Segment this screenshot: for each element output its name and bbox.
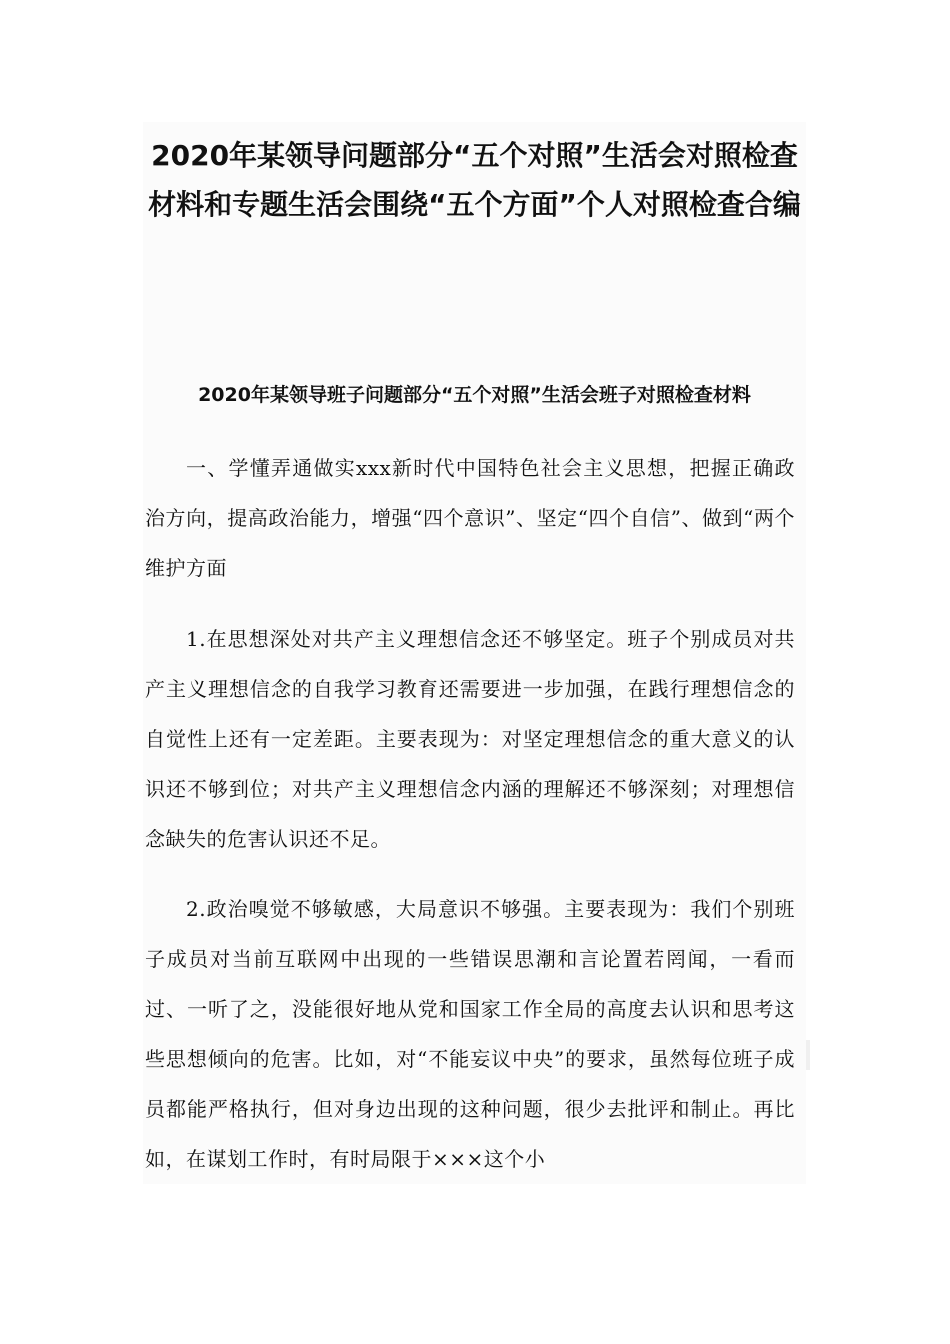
paragraph-1: 一、学懂弄通做实xxx新时代中国特色社会主义思想，把握正确政治方向，提高政治能力，增强“四个意识”、坚定“四个自信”、做到“两个维护方面 [145, 456, 795, 580]
paragraph-3: 2.政治嗅觉不够敏感，大局意识不够强。主要表现为：我们个别班子成员对当前互联网中出现的一些错误思潮和言论置若罔闻，一看而过、一听了之，没能很好地从党和国家工作全局的高度去认识和思考这些思想倾向的危害。比如，对“不能妄议中央”的要求，虽然每位班子成员都能严格执行，但对身边出现的这种问题，很少去批评和制止。再比如，在谋划工作时，有时局限于×××这个小 [145, 897, 795, 1171]
paragraph-2: 1.在思想深处对共产主义理想信念还不够坚定。班子个别成员对共产主义理想信念的自我学习教育还需要进一步加强，在践行理想信念的自觉性上还有一定差距。主要表现为：对坚定理想信念的重大意义的认识还不够到位；对共产主义理想信念内涵的理解还不够深刻；对理想信念缺失的危害认识还不足。 [145, 627, 795, 851]
page-edge-mark [806, 1040, 810, 1070]
document-title: 2020年某领导问题部分“五个对照”生活会对照检查材料和专题生活会围绕“五个方面”个人对照检查合编 [148, 139, 801, 221]
section-heading: 2020年某领导班子问题部分“五个对照”生活会班子对照检查材料 [198, 384, 751, 406]
